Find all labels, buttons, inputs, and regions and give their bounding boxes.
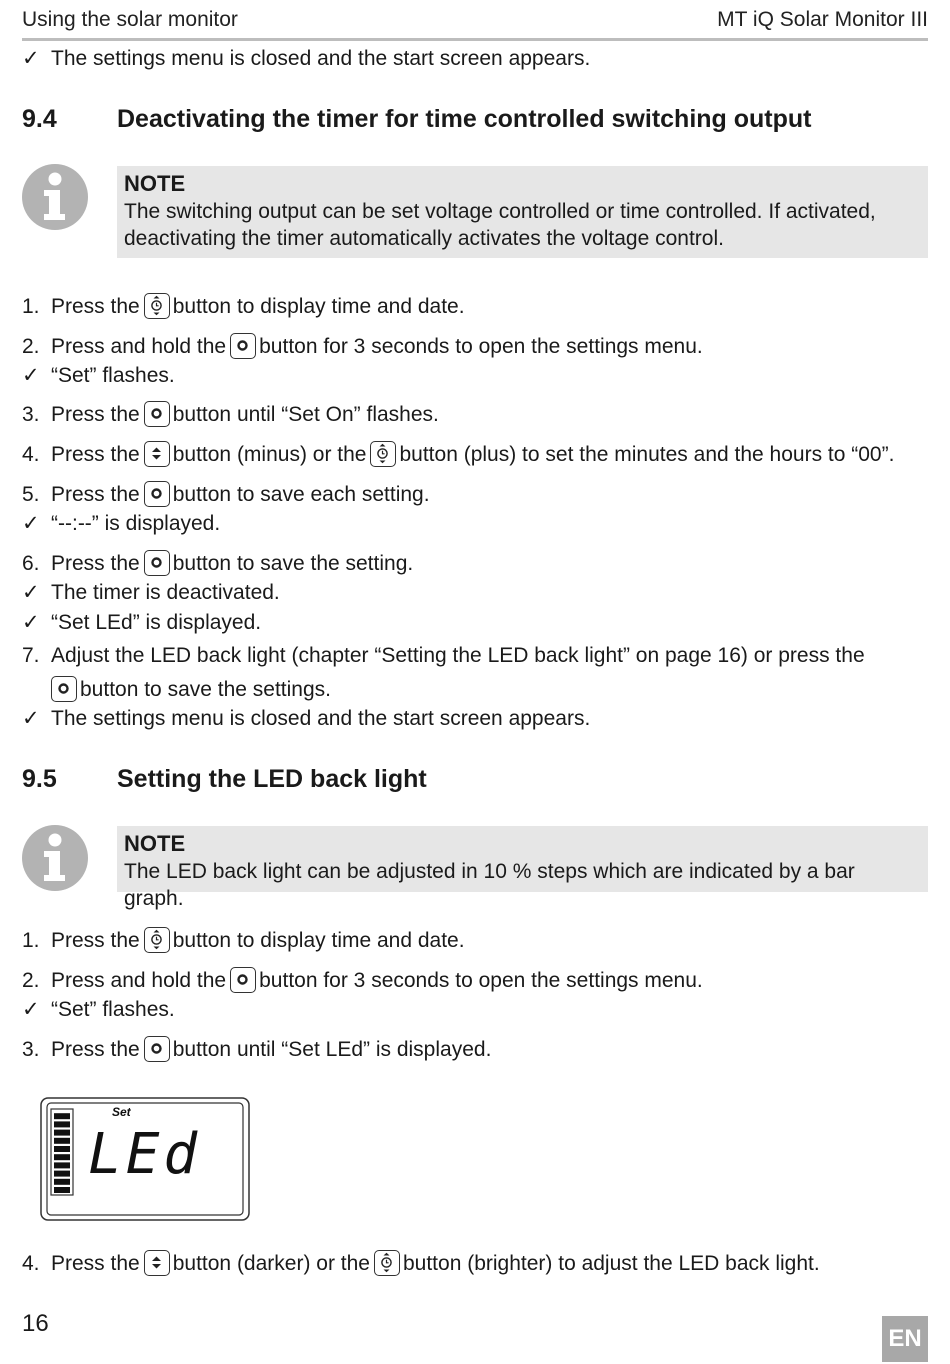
check-icon: ✓ bbox=[22, 364, 40, 387]
clock-updown-button-icon bbox=[370, 441, 396, 467]
info-icon bbox=[22, 164, 88, 230]
page-number: 16 bbox=[22, 1310, 49, 1337]
step-item: 5. Press the button to save each setting. bbox=[22, 483, 430, 506]
step-item: 3. Press the button until “Set LEd” is displayed. bbox=[22, 1038, 492, 1061]
note-title: NOTE bbox=[124, 831, 186, 856]
check-icon: ✓ bbox=[22, 47, 40, 70]
updown-button-icon bbox=[144, 441, 170, 467]
running-header-right: MT iQ Solar Monitor III bbox=[717, 8, 928, 31]
result-line: ✓ “Set LEd” is displayed. bbox=[22, 611, 262, 634]
step-item: 2. Press and hold the button for 3 seconds to open the settings menu. bbox=[22, 335, 703, 358]
section-heading-9-5: 9.5 Setting the LED back light bbox=[22, 765, 427, 793]
result-line: ✓ “--:--” is displayed. bbox=[22, 512, 221, 535]
step-item-continuation: button to save the settings. bbox=[51, 676, 331, 703]
bar-segment bbox=[54, 1179, 70, 1185]
note-title: NOTE bbox=[124, 171, 186, 196]
result-line: ✓ The timer is deactivated. bbox=[22, 581, 280, 604]
bar-segment bbox=[54, 1187, 70, 1193]
clock-updown-button-icon bbox=[144, 927, 170, 953]
result-line: ✓ “Set” flashes. bbox=[22, 364, 175, 387]
ok-button-icon bbox=[144, 401, 170, 427]
ok-button-icon bbox=[144, 481, 170, 507]
ok-button-icon bbox=[230, 967, 256, 993]
lcd-display bbox=[40, 1097, 250, 1221]
step-item: 4. Press the button (minus) or the button (plus) to set the minutes and the hours to “00”. bbox=[22, 443, 895, 466]
ok-button-icon bbox=[230, 333, 256, 359]
bar-segment bbox=[54, 1162, 70, 1168]
check-icon: ✓ bbox=[22, 512, 40, 535]
bar-segment bbox=[54, 1171, 70, 1177]
language-badge: EN bbox=[882, 1316, 928, 1362]
result-line: ✓ The settings menu is closed and the start screen appears. bbox=[22, 47, 591, 70]
header-rule bbox=[22, 38, 928, 41]
step-item: 2. Press and hold the button for 3 seconds to open the settings menu. bbox=[22, 969, 703, 992]
bar-segment bbox=[54, 1138, 70, 1144]
running-header-left: Using the solar monitor bbox=[22, 8, 238, 31]
check-icon: ✓ bbox=[22, 611, 40, 634]
ok-button-icon bbox=[144, 1036, 170, 1062]
step-item: 6. Press the button to save the setting. bbox=[22, 552, 414, 575]
result-line: ✓ The settings menu is closed and the start screen appears. bbox=[22, 707, 591, 730]
step-item: 3. Press the button until “Set On” flashes. bbox=[22, 403, 439, 426]
step-item: 7. Adjust the LED back light (chapter “Setting the LED back light” on page 16) or press the bbox=[22, 644, 865, 667]
section-heading-9-4: 9.4 Deactivating the timer for time controlled switching output bbox=[22, 105, 812, 133]
check-icon: ✓ bbox=[22, 581, 40, 604]
bar-segment bbox=[54, 1121, 70, 1127]
ok-button-icon bbox=[144, 550, 170, 576]
step-item: 1. Press the button to display time and date. bbox=[22, 929, 465, 952]
bar-segment bbox=[54, 1146, 70, 1152]
info-icon bbox=[22, 825, 88, 891]
bar-segment bbox=[54, 1130, 70, 1136]
ok-button-icon bbox=[51, 676, 77, 702]
bar-segment bbox=[54, 1113, 70, 1119]
updown-button-icon bbox=[144, 1250, 170, 1276]
note-box bbox=[117, 826, 928, 910]
lcd-led-text: LEd bbox=[88, 1122, 202, 1187]
clock-updown-button-icon bbox=[144, 293, 170, 319]
note-box bbox=[117, 166, 928, 258]
clock-updown-button-icon bbox=[374, 1250, 400, 1276]
lcd-set-label: Set bbox=[112, 1105, 131, 1119]
check-icon: ✓ bbox=[22, 998, 40, 1021]
result-line: ✓ “Set” flashes. bbox=[22, 998, 175, 1021]
step-item: 4. Press the button (darker) or the button (brighter) to adjust the LED back light. bbox=[22, 1252, 820, 1275]
step-item: 1. Press the button to display time and date. bbox=[22, 295, 465, 318]
note-text: The LED back light can be adjusted in 10 % steps which are indicated by a bar graph. bbox=[124, 860, 855, 910]
check-icon: ✓ bbox=[22, 707, 40, 730]
note-text: The switching output can be set voltage controlled or time controlled. If activated, deactivating the timer automatically activates the voltage control. bbox=[124, 200, 876, 250]
bar-segment bbox=[54, 1154, 70, 1160]
